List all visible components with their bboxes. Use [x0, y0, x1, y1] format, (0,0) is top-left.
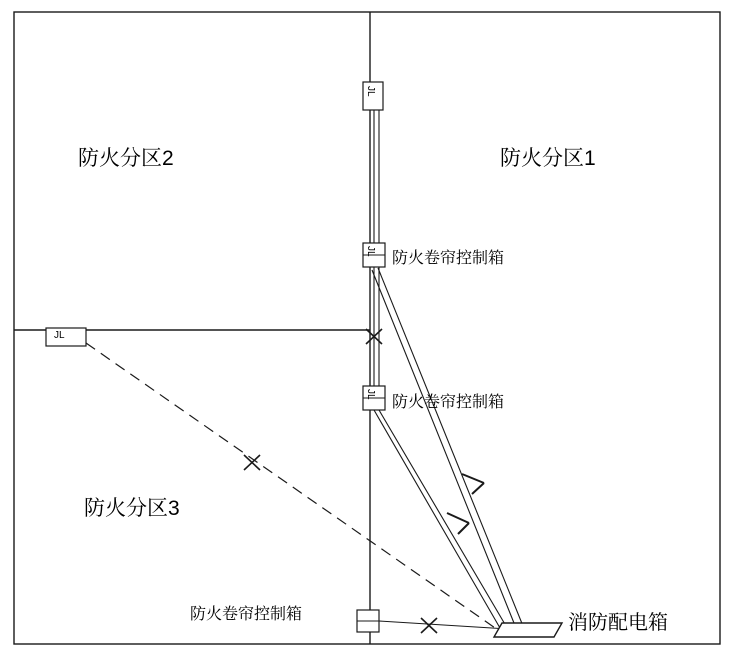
riser-label-low: JL — [365, 389, 376, 400]
control-box-label-bottom: 防火卷帘控制箱 — [190, 606, 303, 623]
conduit-diagonal-top-b — [378, 268, 523, 626]
cross-marker-dashed-mid — [244, 455, 260, 470]
conduit-diagonal-top-a — [372, 270, 516, 628]
fire-power-distribution-box-label: 消防配电箱 — [568, 612, 668, 634]
control-box-bottom[interactable] — [357, 610, 379, 632]
zone-label-fire-zone-1: 防火分区1 — [500, 147, 596, 170]
dashed-route-zone3 — [86, 343, 498, 630]
zone-label-fire-zone-2: 防火分区2 — [78, 147, 174, 170]
conduit-bottom-link — [379, 621, 508, 629]
riser-box-zone3 — [46, 328, 86, 346]
control-box-label-top: 防火卷帘控制箱 — [392, 250, 505, 267]
conduit-vertical-lower-b — [379, 410, 506, 626]
riser-label-upper: JL — [365, 86, 376, 97]
zone-label-fire-zone-3: 防火分区3 — [84, 497, 180, 520]
control-box-label-mid: 防火卷帘控制箱 — [392, 394, 505, 411]
riser-label-zone3: JL — [54, 330, 65, 341]
fire-power-distribution-box-symbol[interactable] — [494, 623, 562, 637]
conduit-vertical-lower-a — [374, 410, 500, 628]
cross-marker-dashed-bottom — [421, 618, 437, 633]
riser-label-mid: JL — [365, 246, 376, 257]
